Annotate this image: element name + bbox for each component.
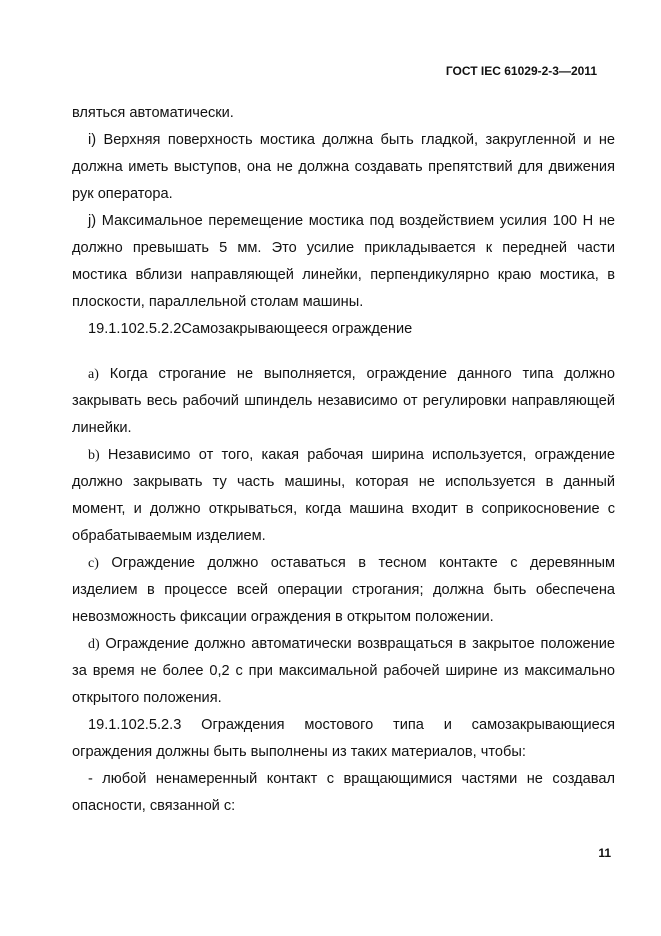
page-number: 11 [598, 846, 611, 860]
section-paragraph-19-1-102-5-2-3: 19.1.102.5.2.3 Ограждения мостового типа и самозакрывающиеся ограждения должны быть выполнены из таких материалов, чтобы: [72, 717, 615, 760]
list-item-a [72, 361, 615, 442]
list-item-j: j) Максимальное перемещение мостика под воздействием усилия 100 Н не должно превышать 5 мм. Это усилие прикладывается к передней части мостика вблизи направляющей линейки, перпендикулярно краю мостика, в плоскости, параллельной столам машины. [72, 213, 615, 310]
paragraph-continuation: вляться автоматически. [72, 105, 234, 121]
page-body [72, 100, 615, 820]
list-item-d [72, 631, 615, 712]
list-item-b [72, 442, 615, 550]
list-marker-c: c) [88, 556, 99, 571]
section-heading-19-1-102-5-2-2: 19.1.102.5.2.2Самозакрывающееся ограждение [88, 321, 413, 337]
list-marker-d: d) [88, 637, 100, 652]
list-text-a: Когда строгание не выполняется, ограждение данного типа должно закрывать весь рабочий шпиндель независимо от регулировки направляющей линейки. [72, 366, 615, 436]
list-item-c [72, 550, 615, 631]
document-header: ГОСТ IEC 61029-2-3—2011 [445, 64, 597, 78]
list-text-c: Ограждение должно оставаться в тесном контакте с деревянным изделием в процессе всей операции строгания; должна быть обеспечена невозможность фиксации ограждения в открытом положении. [72, 555, 615, 625]
list-text-d: Ограждение должно автоматически возвращаться в закрытое положение за время не более 0,2 с при максимальной рабочей ширине из максимально открытого положения. [72, 636, 615, 706]
list-marker-b: b) [88, 448, 100, 463]
list-text-b: Независимо от того, какая рабочая ширина используется, ограждение должно закрывать ту часть машины, которая не используется в данный момент, и должно открываться, когда машина входит в соприкосновение с обрабатываемым изделием. [72, 447, 615, 544]
list-marker-a: a) [88, 367, 99, 382]
list-item-i: i) Верхняя поверхность мостика должна быть гладкой, закругленной и не должна иметь выступов, она не должна создавать препятствий для движения рук оператора. [72, 132, 615, 202]
dash-list-item: - любой ненамеренный контакт с вращающимися частями не создавал опасности, связанной с: [72, 771, 615, 814]
